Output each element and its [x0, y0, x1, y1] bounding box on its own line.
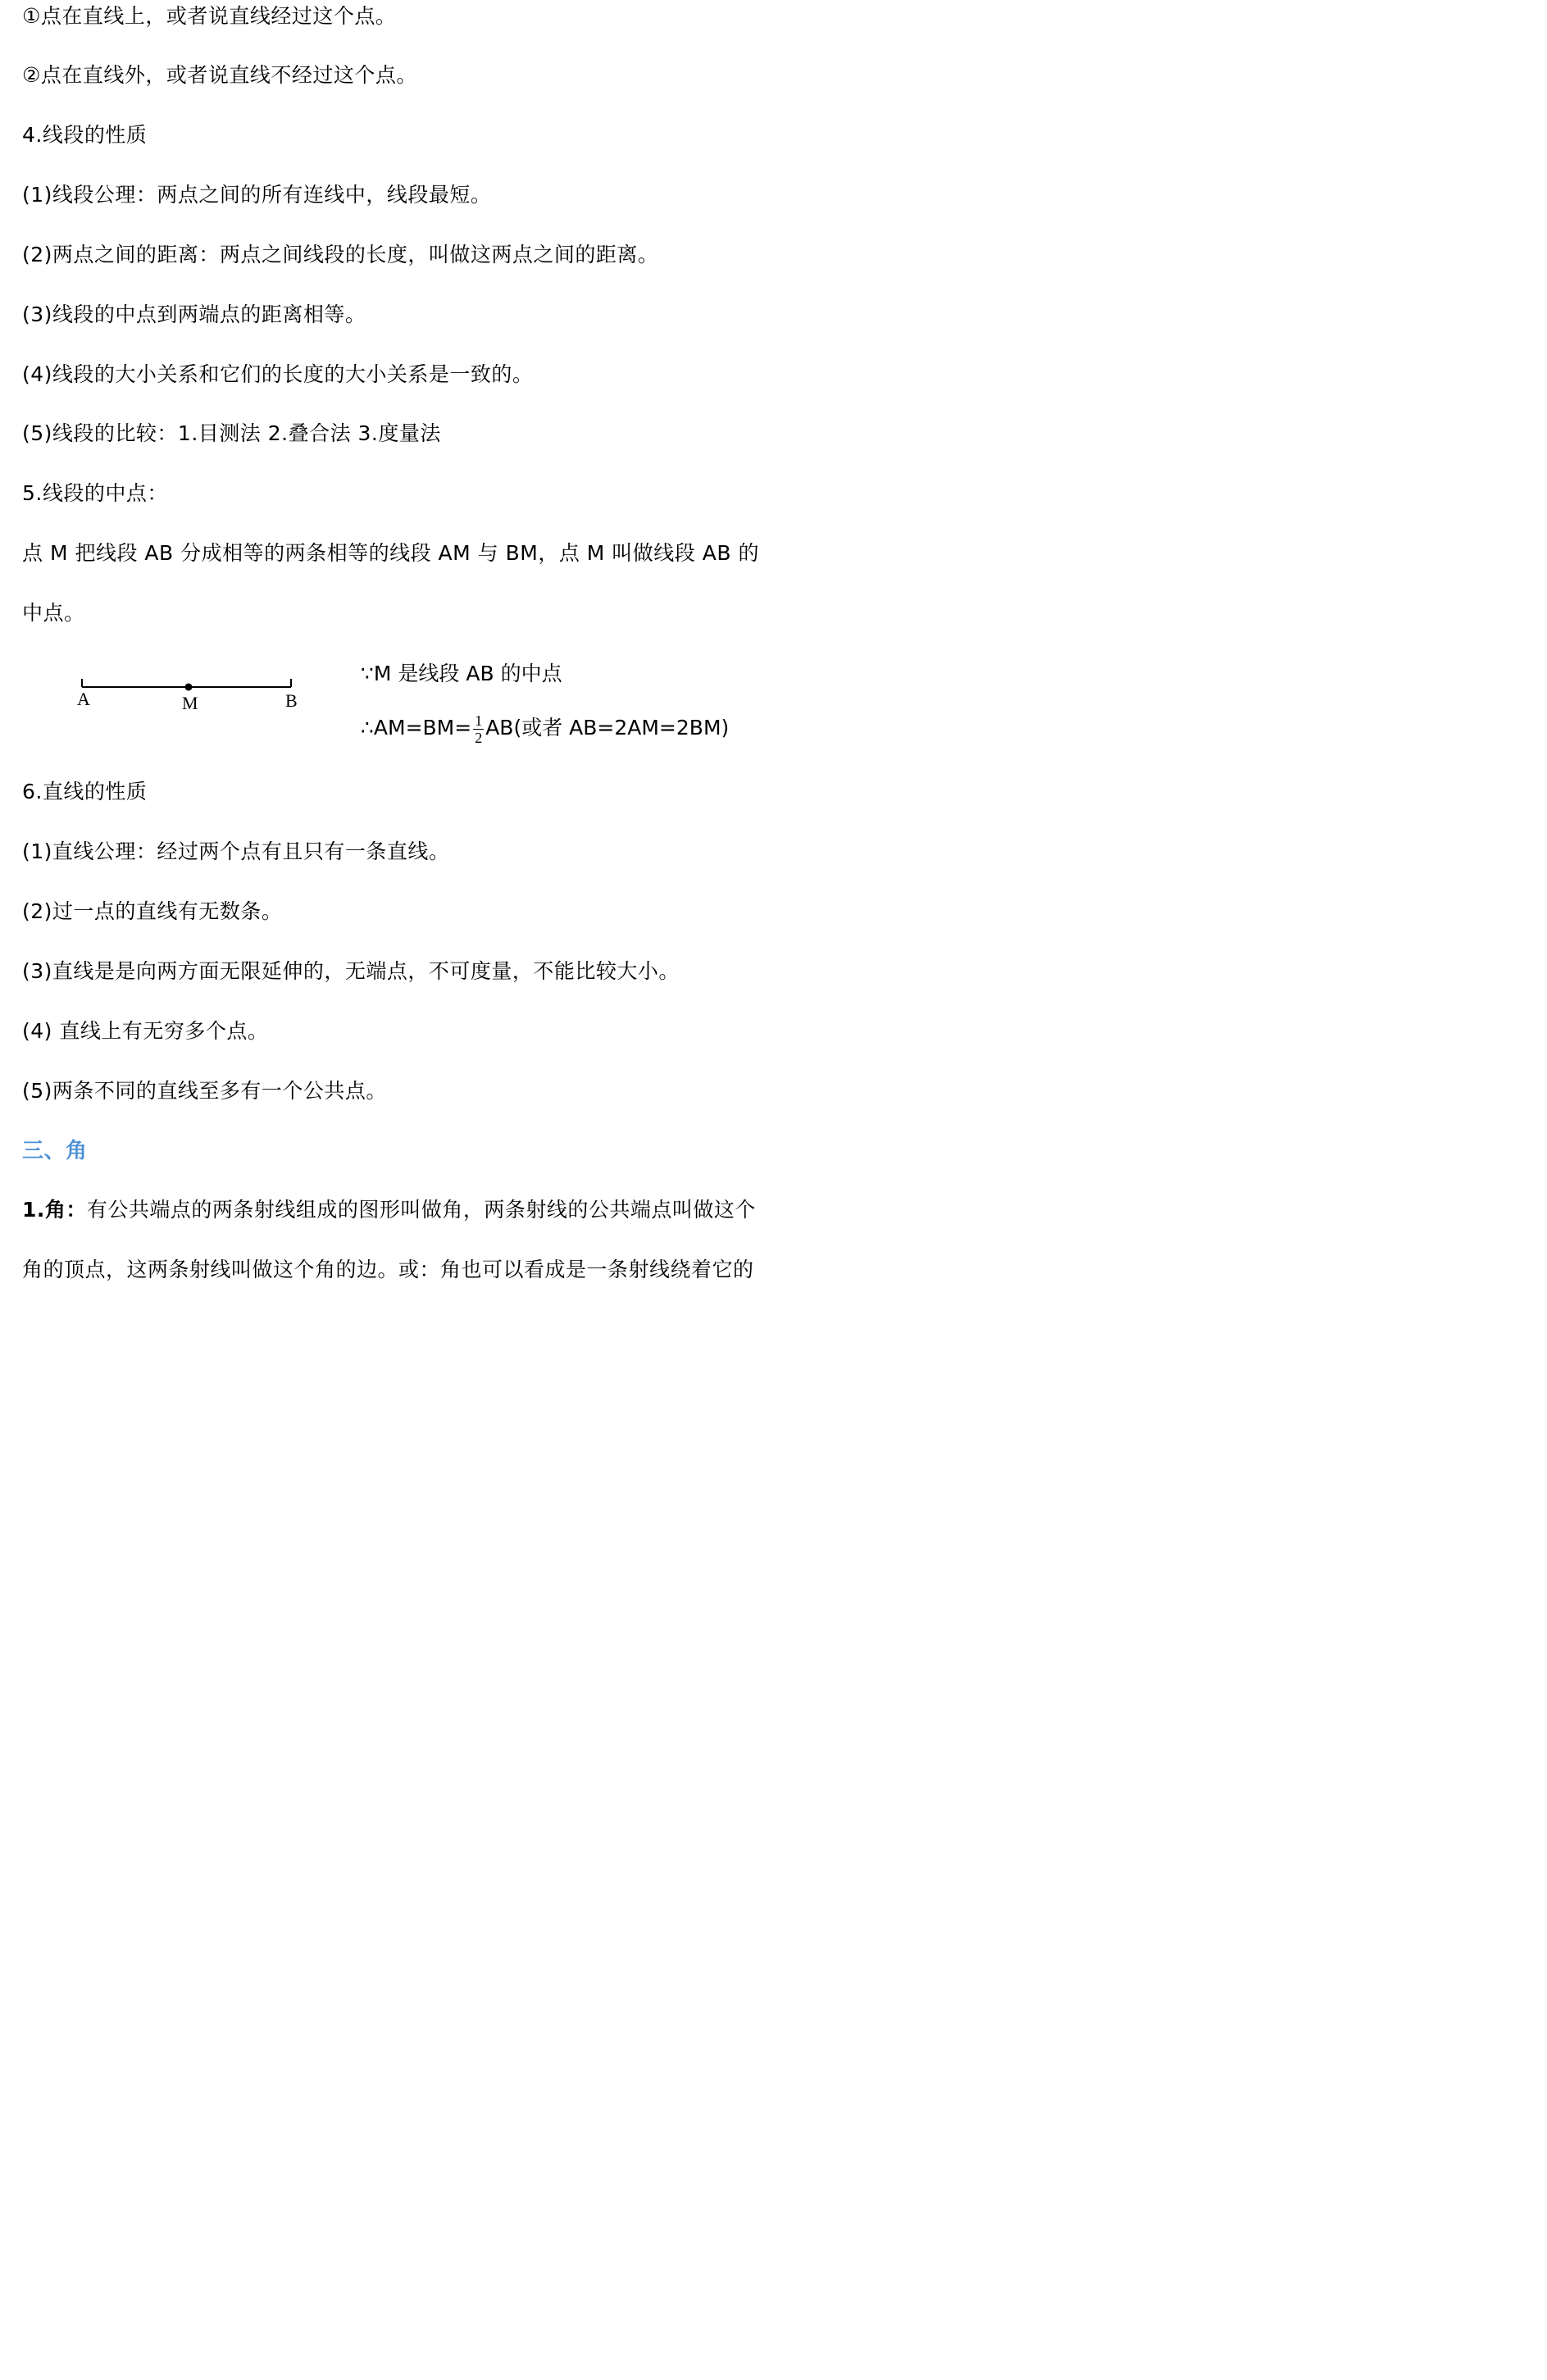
text-line: (1)线段公理：两点之间的所有连线中，线段最短。 — [22, 183, 492, 207]
text-line: (2)过一点的直线有无数条。 — [22, 899, 283, 923]
therefore-prefix: ∴AM=BM= — [361, 716, 472, 739]
text-line: 点 M 把线段 AB 分成相等的两条相等的线段 AM 与 BM，点 M 叫做线段 AB 的 — [22, 541, 759, 565]
section-title: 4.线段的性质 — [22, 123, 148, 147]
text-line: (4)线段的大小关系和它们的长度的大小关系是一致的。 — [22, 362, 534, 386]
midpoint-m-dot — [185, 684, 193, 691]
chapter-heading: 三、角 — [22, 1139, 88, 1163]
therefore-statement — [361, 712, 729, 746]
definition-line — [22, 1195, 756, 1225]
text-line: ①点在直线上，或者说直线经过这个点。 — [22, 4, 397, 28]
one-half-fraction — [473, 712, 484, 746]
text-line: (1)直线公理：经过两个点有且只有一条直线。 — [22, 840, 450, 863]
fraction-numerator: 1 — [475, 712, 483, 729]
segment-ab-diagram — [74, 664, 299, 697]
point-a-label: A — [77, 689, 90, 709]
point-b-label: B — [285, 690, 298, 711]
fraction-denominator: 2 — [475, 729, 483, 746]
text-line: (5)两条不同的直线至多有一个公共点。 — [22, 1079, 387, 1103]
text-line: 角的顶点，这两条射线叫做这个角的边。或：角也可以看成是一条射线绕着它的 — [22, 1258, 754, 1281]
text-line: (3)直线是是向两方面无限延伸的，无端点，不可度量，不能比较大小。 — [22, 959, 680, 983]
section-title: 6.直线的性质 — [22, 780, 148, 803]
definition-text: 有公共端点的两条射线组成的图形叫做角，两条射线的公共端点叫做这个 — [86, 1198, 756, 1222]
because-statement: ∵M 是线段 AB 的中点 — [361, 662, 562, 685]
text-line: (2)两点之间的距离：两点之间线段的长度，叫做这两点之间的距离。 — [22, 243, 659, 266]
text-line: (4) 直线上有无穷多个点。 — [22, 1019, 269, 1043]
text-line: (3)线段的中点到两端点的距离相等。 — [22, 303, 366, 326]
text-line: ②点在直线外，或者说直线不经过这个点。 — [22, 63, 417, 87]
section-title: 5.线段的中点： — [22, 481, 168, 505]
midpoint-figure — [0, 656, 836, 771]
term-angle: 1.角： — [22, 1198, 87, 1222]
point-m-label: M — [182, 693, 198, 713]
text-line: 中点。 — [22, 601, 85, 625]
text-line: (5)线段的比较：1.目测法 2.叠合法 3.度量法 — [22, 421, 441, 445]
therefore-suffix: AB(或者 AB=2AM=2BM) — [485, 716, 730, 739]
